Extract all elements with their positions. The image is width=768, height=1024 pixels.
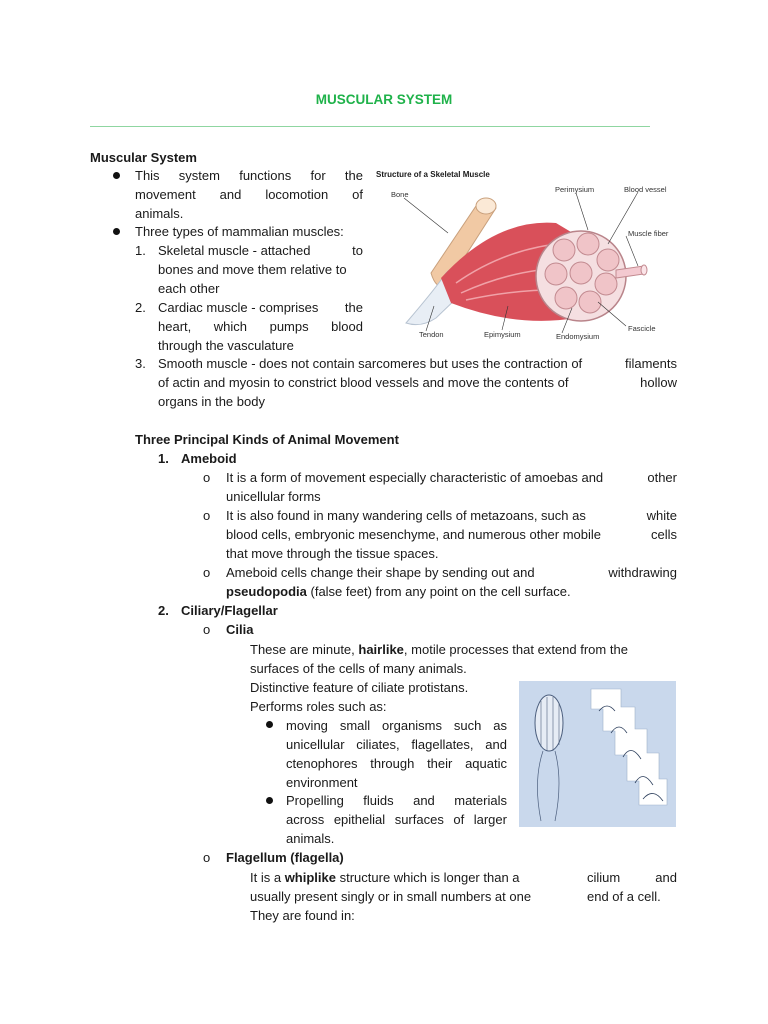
- list-line: environment: [286, 775, 358, 790]
- skeletal-muscle-figure: [376, 178, 676, 343]
- list-line: Propelling fluids and materials: [286, 793, 507, 808]
- list-number: 3.: [135, 356, 146, 371]
- label-fascicle: Fascicle: [628, 324, 656, 333]
- list-line: unicellular ciliates, flagellates, and: [286, 737, 507, 752]
- bullet-icon: [113, 228, 120, 235]
- list-line: Ameboid cells change their shape by sending out and withdrawing: [226, 565, 677, 580]
- cilia-heading: Cilia: [226, 622, 254, 637]
- bullet-line: Three types of mammalian muscles:: [135, 224, 344, 239]
- list-line: surfaces of the cells of many animals.: [250, 661, 467, 676]
- bullet-line: movement and locomotion of: [135, 187, 363, 202]
- label-muscle-fiber: Muscle fiber: [628, 229, 669, 238]
- label-epimysium: Epimysium: [484, 330, 521, 339]
- list-number: 2.: [158, 603, 169, 618]
- ciliary-heading: Ciliary/Flagellar: [181, 603, 278, 618]
- list-line: heart, which pumps blood: [158, 319, 363, 334]
- list-line: animals.: [286, 831, 335, 846]
- list-line: They are found in:: [250, 908, 355, 923]
- figure-title: Structure of a Skeletal Muscle: [376, 170, 490, 179]
- list-line: across epithelial surfaces of larger: [286, 812, 507, 827]
- list-line: each other: [158, 281, 220, 296]
- flagellum-heading: Flagellum (flagella): [226, 850, 344, 865]
- list-line: These are minute, hairlike, motile processes that extend from the: [250, 642, 628, 657]
- o-bullet: o: [203, 622, 211, 637]
- bullet-icon: [266, 797, 273, 804]
- list-line: It is also found in many wandering cells of metazoans, such as white: [226, 508, 677, 523]
- list-line: end of a cell.: [587, 889, 661, 904]
- bullet-line: animals.: [135, 206, 184, 221]
- list-line: through the vasculature: [158, 338, 294, 353]
- list-line: pseudopodia (false feet) from any point on the cell surface.: [226, 584, 571, 599]
- list-line: of actin and myosin to constrict blood vessels and move the contents of hollow: [158, 375, 677, 390]
- document-title: MUSCULAR SYSTEM: [315, 92, 453, 107]
- bullet-icon: [113, 172, 120, 179]
- list-line: Skeletal muscle - attached to: [158, 243, 363, 258]
- section-heading: Muscular System: [90, 150, 197, 165]
- bone-end: [476, 198, 496, 214]
- list-line: that move through the tissue spaces.: [226, 546, 439, 561]
- o-bullet: o: [203, 850, 211, 865]
- label-blood-vessel: Blood vessel: [624, 185, 667, 194]
- label-perimysium: Perimysium: [555, 185, 595, 194]
- list-line: blood cells, embryonic mesenchyme, and numerous other mobile cells: [226, 527, 677, 542]
- bullet-line: This system functions for the: [135, 168, 363, 183]
- ameboid-heading: Ameboid: [181, 451, 237, 466]
- o-bullet: o: [203, 470, 211, 485]
- list-line: moving small organisms such as: [286, 718, 507, 733]
- list-number: 2.: [135, 300, 146, 315]
- list-line: ctenophores through their aquatic: [286, 756, 507, 771]
- ctenophore-cilia-figure: [519, 681, 676, 827]
- label-tendon: Tendon: [419, 330, 444, 339]
- bullet-icon: [266, 721, 273, 728]
- list-number: 1.: [135, 243, 146, 258]
- list-line: bones and move them relative to: [158, 262, 347, 277]
- list-line: Performs roles such as:: [250, 699, 387, 714]
- o-bullet: o: [203, 508, 211, 523]
- label-bone: Bone: [391, 190, 409, 199]
- list-line: unicellular forms: [226, 489, 321, 504]
- label-endomysium: Endomysium: [556, 332, 600, 341]
- list-line: It is a whiplike structure which is longer than a: [250, 870, 520, 885]
- list-line: It is a form of movement especially characteristic of amoebas and other: [226, 470, 677, 485]
- list-number: 1.: [158, 451, 169, 466]
- principal-heading: Three Principal Kinds of Animal Movement: [135, 432, 399, 447]
- list-line: cilium and: [587, 870, 677, 885]
- list-line: organs in the body: [158, 394, 265, 409]
- o-bullet: o: [203, 565, 211, 580]
- list-line: usually present singly or in small numbers at one: [250, 889, 532, 904]
- list-line: Smooth muscle - does not contain sarcomeres but uses the contraction of filaments: [158, 356, 677, 371]
- title-divider: [90, 126, 650, 127]
- list-line: Distinctive feature of ciliate protistans.: [250, 680, 469, 695]
- list-line: Cardiac muscle - comprises the: [158, 300, 363, 315]
